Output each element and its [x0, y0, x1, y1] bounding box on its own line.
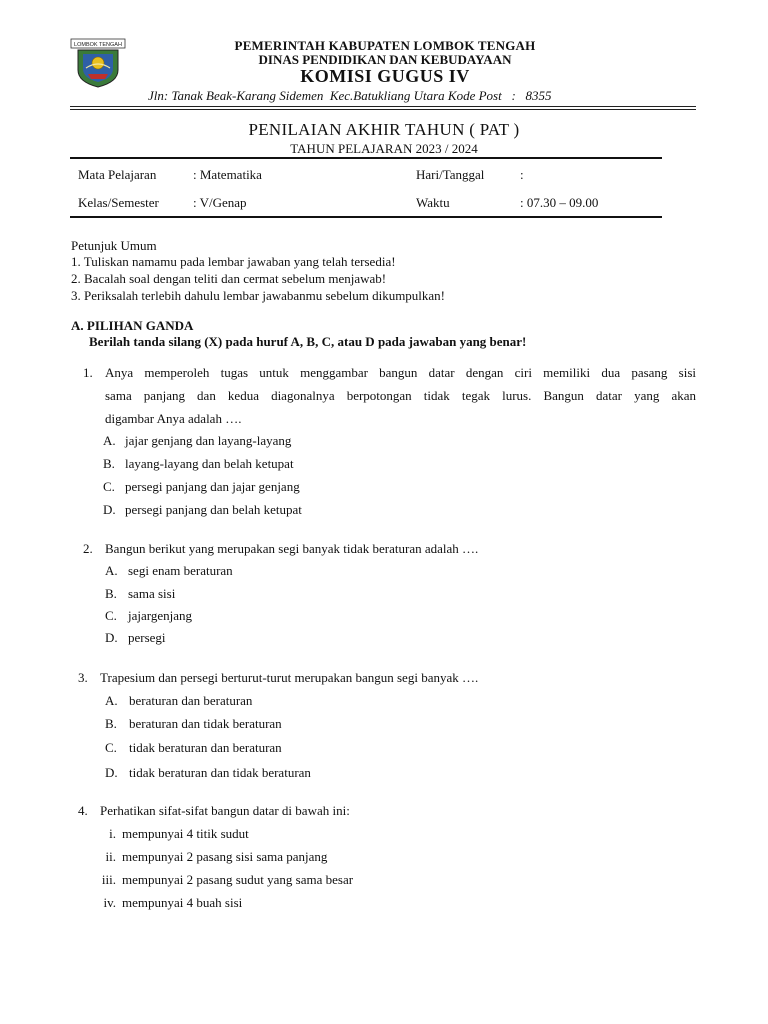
question-number: 3.	[78, 670, 88, 685]
government-name: PEMERINTAH KABUPATEN LOMBOK TENGAH	[234, 38, 536, 53]
time-label: Waktu	[416, 195, 450, 210]
option-text: tidak beraturan dan beraturan	[129, 740, 282, 755]
option-text: layang-layang dan belah ketupat	[125, 456, 294, 471]
logo-text: LOMBOK TENGAH	[74, 42, 122, 48]
letterhead-divider	[70, 106, 696, 107]
option-text: beraturan dan tidak beraturan	[129, 716, 282, 731]
question-text: sama panjang dan kedua diagonalnya berpotongan tidak tegak lurus. Bangun datar yang akan	[105, 388, 696, 403]
question-number: 2.	[83, 541, 93, 556]
option-text: mempunyai 4 buah sisi	[122, 895, 243, 910]
option-numeral: ii.	[105, 849, 116, 864]
letterhead-divider-2	[70, 109, 696, 110]
option-letter: C.	[103, 479, 115, 494]
option-letter: B.	[105, 586, 117, 601]
option-letter: B.	[105, 716, 117, 731]
class-label: Kelas/Semester	[78, 195, 159, 210]
exam-year: TAHUN PELAJARAN 2023 / 2024	[290, 141, 478, 156]
agency-name: DINAS PENDIDIKAN DAN KEBUDAYAAN	[258, 52, 512, 67]
question-number: 4.	[78, 803, 88, 818]
regency-logo	[70, 38, 126, 88]
instruction-item: 1. Tuliskan namamu pada lembar jawaban yang telah tersedia!	[71, 254, 396, 269]
question-text: Trapesium dan persegi berturut-turut merupakan bangun segi banyak ….	[100, 670, 479, 685]
option-text: segi enam beraturan	[128, 563, 233, 578]
option-letter: A.	[105, 693, 118, 708]
option-text: jajargenjang	[128, 608, 193, 623]
question-text: Anya memperoleh tugas untuk menggambar bangun datar dengan ciri memiliki dua pasang sisi	[105, 365, 696, 380]
info-top-rule	[70, 157, 662, 159]
address: Jln: Tanak Beak-Karang Sidemen Kec.Batukliang Utara Kode Post : 8355	[148, 88, 552, 103]
option-letter: C.	[105, 740, 117, 755]
option-text: persegi panjang dan belah ketupat	[125, 502, 302, 517]
day-label: Hari/Tanggal	[416, 167, 485, 182]
option-letter: D.	[103, 502, 116, 517]
day-value: :	[520, 167, 524, 182]
info-bottom-rule	[70, 216, 662, 218]
instruction-item: 2. Bacalah soal dengan teliti dan cermat sebelum menjawab!	[71, 271, 387, 286]
option-text: mempunyai 4 titik sudut	[122, 826, 249, 841]
section-instruction: Berilah tanda silang (X) pada huruf A, B, C, atau D pada jawaban yang benar!	[89, 334, 527, 349]
option-numeral: i.	[109, 826, 116, 841]
question-number: 1.	[83, 365, 93, 380]
option-text: persegi panjang dan jajar genjang	[125, 479, 300, 494]
exam-title: PENILAIAN AKHIR TAHUN ( PAT )	[248, 120, 520, 139]
question-text: digambar Anya adalah ….	[105, 411, 242, 426]
instruction-item: 3. Periksalah terlebih dahulu lembar jawabanmu sebelum dikumpulkan!	[71, 288, 446, 303]
option-text: persegi	[128, 630, 166, 645]
question-text: Perhatikan sifat-sifat bangun datar di bawah ini:	[100, 803, 350, 818]
option-letter: C.	[105, 608, 117, 623]
time-value: : 07.30 – 09.00	[520, 195, 599, 210]
option-letter: B.	[103, 456, 115, 471]
option-text: beraturan dan beraturan	[129, 693, 253, 708]
option-letter: D.	[105, 630, 118, 645]
option-text: sama sisi	[128, 586, 176, 601]
instructions-heading: Petunjuk Umum	[71, 238, 157, 253]
question-text: Bangun berikut yang merupakan segi banyak tidak beraturan adalah ….	[105, 541, 479, 556]
section-heading: A. PILIHAN GANDA	[71, 318, 194, 333]
class-value: : V/Genap	[193, 195, 247, 210]
option-letter: A.	[105, 563, 118, 578]
option-numeral: iii.	[101, 872, 116, 887]
option-text: jajar genjang dan layang-layang	[125, 433, 292, 448]
option-numeral: iv.	[103, 895, 116, 910]
subject-value: : Matematika	[193, 167, 262, 182]
option-text: mempunyai 2 pasang sisi sama panjang	[122, 849, 328, 864]
option-text: mempunyai 2 pasang sudut yang sama besar	[122, 872, 354, 887]
option-text: tidak beraturan dan tidak beraturan	[129, 765, 311, 780]
cluster-name: KOMISI GUGUS IV	[300, 66, 470, 86]
option-letter: A.	[103, 433, 116, 448]
option-letter: D.	[105, 765, 118, 780]
subject-label: Mata Pelajaran	[78, 167, 157, 182]
